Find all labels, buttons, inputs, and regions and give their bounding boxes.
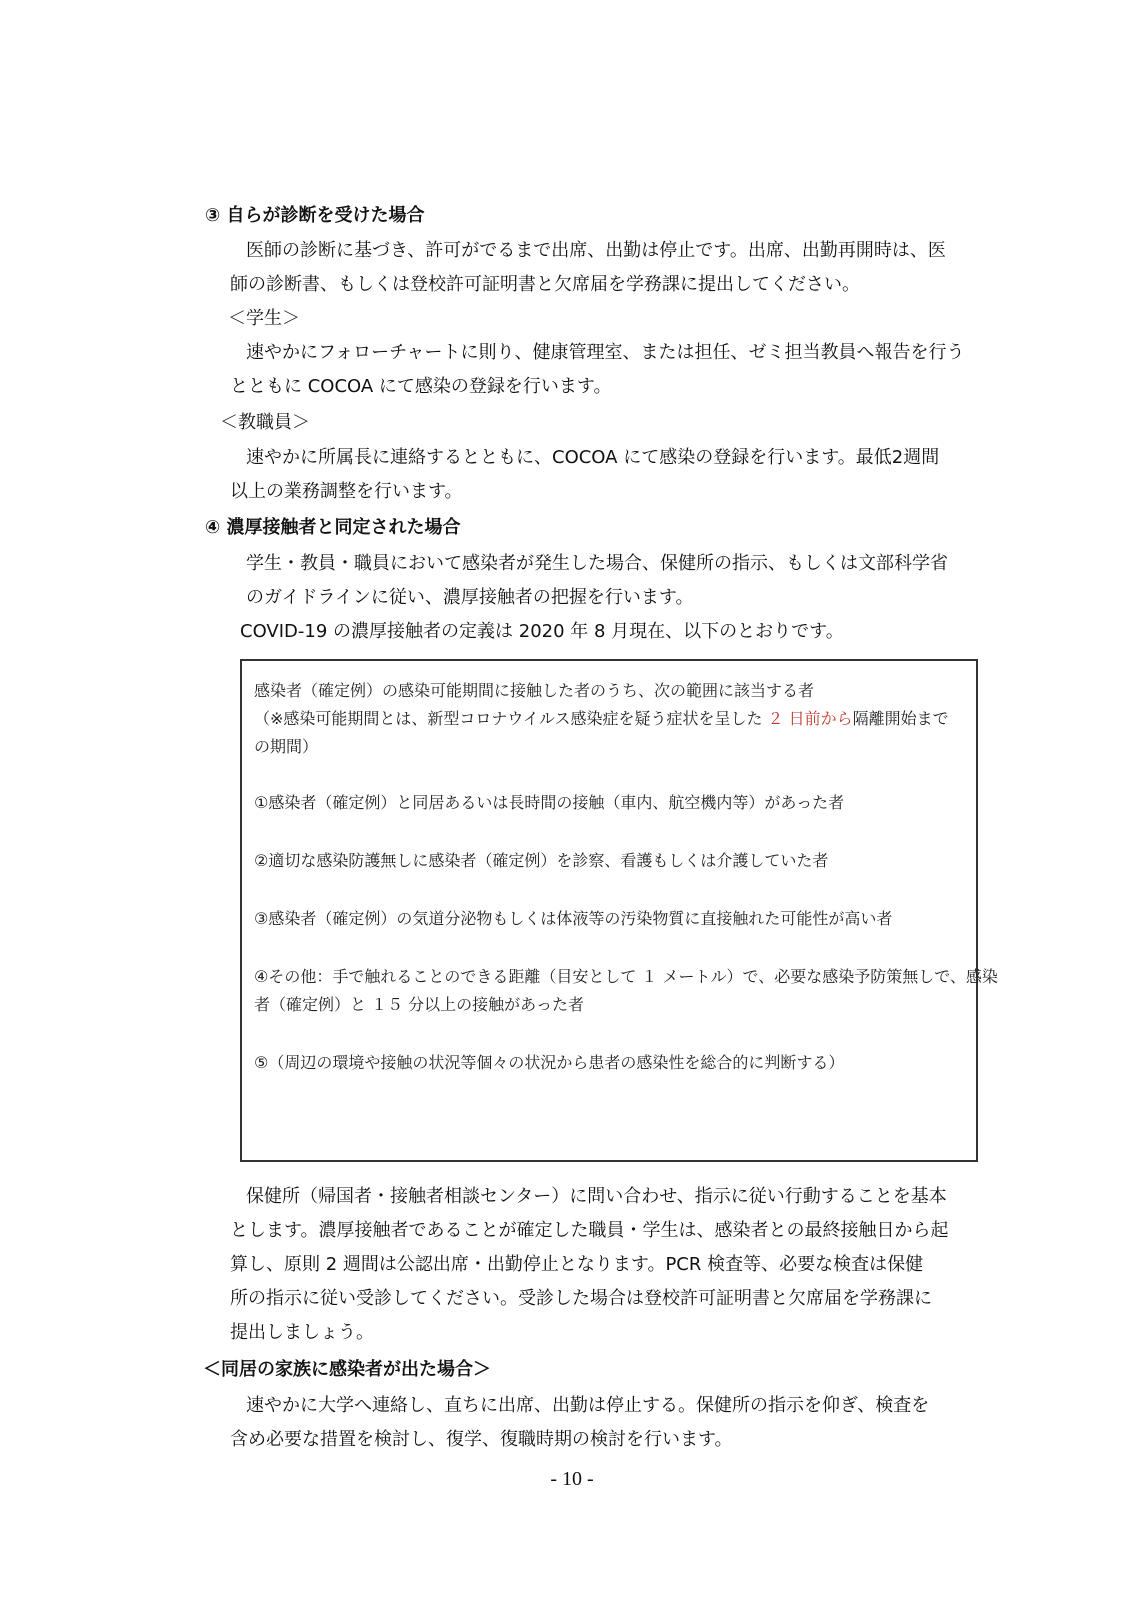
staff-text-line: 以上の業務調整を行います。 [230, 481, 463, 502]
section4-heading: ④ 濃厚接触者と同定された場合 [205, 517, 461, 538]
student-text-line: 速やかにフォローチャートに則り、健康管理室、または担任、ゼミ担当教員へ報告を行う [246, 342, 965, 363]
section4-paragraph2-line: とします。濃厚接触者であることが確定した職員・学生は、感染者との最終接触日から起 [230, 1220, 949, 1241]
student-label: ＜学生＞ [228, 308, 300, 329]
section3-paragraph-line: 医師の診断に基づき、許可がでるまで出席、出勤は停止です。出席、出勤再開時は、医 [246, 240, 946, 261]
definition-period-text: （※感染可能期間とは、新型コロナウイルス感染症を疑う症状を呈した [254, 709, 768, 728]
definition-period-text-end: 隔離開始まで [852, 709, 949, 728]
definition-item-4-cont: 者（確定例）と １５ 分以上の接触があった者 [254, 995, 585, 1014]
section4-paragraph2-line: 保健所（帰国者・接触者相談センター）に問い合わせ、指示に従い行動することを基本 [246, 1186, 947, 1207]
student-text-line: とともに COCOA にて感染の登録を行います。 [230, 376, 612, 397]
family-text-line: 速やかに大学へ連絡し、直ちに出席、出勤は停止する。保健所の指示を仰ぎ、検査を [246, 1395, 930, 1416]
definition-intro: COVID-19 の濃厚接触者の定義は 2020 年 8 月現在、以下のとおりです。 [240, 621, 844, 642]
definition-item-2: ②適切な感染防護無しに感染者（確定例）を診察、看護もしくは介護していた者 [254, 851, 829, 870]
section4-paragraph-line: のガイドラインに従い、濃厚接触者の把握を行います。 [246, 587, 694, 608]
definition-item-1: ①感染者（確定例）と同居あるいは長時間の接触（車内、航空機内等）があった者 [254, 793, 845, 812]
definition-item-5: ⑤（周辺の環境や接触の状況等個々の状況から患者の感染性を総合的に判断する） [254, 1053, 845, 1072]
definition-period-line [254, 707, 949, 731]
section4-paragraph2-line: 提出しましょう。 [230, 1322, 374, 1343]
family-heading: ＜同居の家族に感染者が出た場合＞ [203, 1359, 491, 1380]
staff-text-line: 速やかに所属長に連絡するとともに、COCOA にて感染の登録を行います。最低2週間 [246, 447, 940, 468]
definition-item-4: ④その他：手で触れることのできる距離（目安として １ メートル）で、必要な感染予防策無しで、感染 [254, 967, 998, 986]
definition-box [240, 659, 998, 1162]
section4-paragraph-line: 学生・教員・職員において感染者が発生した場合、保健所の指示、もしくは文部科学省 [246, 553, 948, 574]
definition-intro-line: 感染者（確定例）の感染可能期間に接触した者のうち、次の範囲に該当する者 [254, 681, 815, 700]
staff-label: ＜教職員＞ [220, 412, 310, 433]
section4-paragraph2-line: 所の指示に従い受診してください。受診した場合は登校許可証明書と欠席届を学務課に [230, 1288, 932, 1309]
family-text-line: 含め必要な措置を検討し、復学、復職時期の検討を行います。 [230, 1429, 733, 1450]
definition-period-highlight: ２ 日前から [767, 709, 853, 728]
section3-paragraph-line: 師の診断書、もしくは登校許可証明書と欠席届を学務課に提出してください。 [230, 274, 860, 295]
definition-period-line-end: の期間） [254, 737, 319, 756]
section3-heading: ③ 自らが診断を受けた場合 [205, 205, 425, 226]
page-number: - 10 - [550, 1468, 594, 1490]
definition-item-3: ③感染者（確定例）の気道分泌物もしくは体液等の汚染物質に直接触れた可能性が高い者 [254, 909, 893, 928]
section4-paragraph2-line: 算し、原則 2 週間は公認出席・出勤停止となります。PCR 検査等、必要な検査は保健 [230, 1254, 924, 1275]
